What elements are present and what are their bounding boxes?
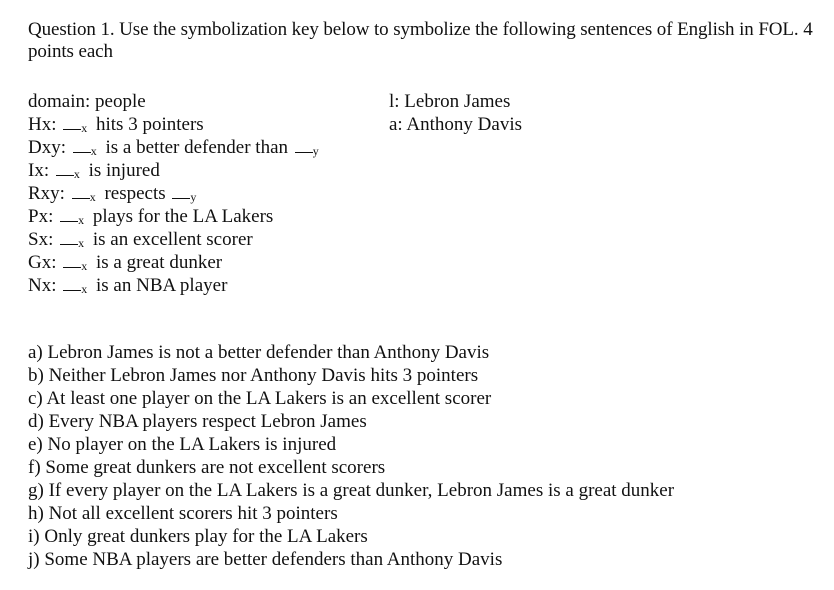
predicate-h [28,113,323,136]
predicate-symbol: Px: [28,206,54,227]
predicate-s [28,228,323,251]
arg-label: x [89,190,96,204]
predicate-d [28,136,323,159]
sentence-a: a) Lebron James is not a better defender than Anthony Davis [28,342,490,363]
symbolization-key [28,90,323,297]
predicate-symbol: Dxy: [28,137,66,158]
arg-label: x [78,213,85,227]
blank-slot [56,161,74,176]
predicate-symbol: Ix: [28,160,50,181]
blank-slot [60,207,78,222]
predicate-text: respects [104,183,166,204]
predicate-i [28,159,323,182]
predicate-text: hits 3 pointers [96,114,204,135]
arg-label: x [90,144,97,158]
blank-slot [63,115,81,130]
sentence-c: c) At least one player on the LA Lakers is an excellent scorer [28,388,492,409]
arg-label: x [81,259,88,273]
predicate-symbol: Rxy: [28,183,65,204]
arg-label: y [312,144,319,158]
sentence-h: h) Not all excellent scorers hit 3 pointers [28,503,338,524]
predicate-p [28,205,323,228]
blank-slot [73,138,91,153]
predicate-g [28,251,323,274]
sentence-list [28,341,674,571]
predicate-text: is an excellent scorer [92,229,253,250]
predicate-text: is a better defender than [105,137,289,158]
constant-anthony: a: Anthony Davis [389,114,522,135]
predicate-symbol: Hx: [28,114,57,135]
predicate-r [28,182,323,205]
arg-label: x [73,167,80,181]
blank-slot [60,230,78,245]
domain-line: domain: people [28,91,146,112]
sentence-j: j) Some NBA players are better defenders than Anthony Davis [28,549,503,570]
arg-label: x [81,282,88,296]
predicate-text: plays for the LA Lakers [92,206,274,227]
arg-label: x [78,236,85,250]
predicate-n [28,274,323,297]
predicate-symbol: Nx: [28,275,57,296]
predicate-text: is an NBA player [96,275,228,296]
constants-list [389,90,522,136]
constant-lebron: l: Lebron James [389,91,511,112]
sentence-i: i) Only great dunkers play for the LA Lakers [28,526,368,547]
sentence-g: g) If every player on the LA Lakers is a great dunker, Lebron James is a great dunker [28,480,675,501]
question-title: Question 1. Use the symbolization key below to symbolize the following sentences of English in FOL. 4 points each [28,19,813,62]
predicate-symbol: Gx: [28,252,57,273]
sentence-f: f) Some great dunkers are not excellent scorers [28,457,386,478]
predicate-text: is injured [88,160,160,181]
sentence-b: b) Neither Lebron James nor Anthony Davis hits 3 pointers [28,365,479,386]
arg-label: y [190,190,197,204]
predicate-symbol: Sx: [28,229,54,250]
blank-slot [72,184,90,199]
blank-slot [63,276,81,291]
predicate-text: is a great dunker [96,252,223,273]
blank-slot [295,138,313,153]
sentence-d: d) Every NBA players respect Lebron James [28,411,367,432]
sentence-e: e) No player on the LA Lakers is injured [28,434,337,455]
blank-slot [63,253,81,268]
blank-slot [172,184,190,199]
arg-label: x [81,121,88,135]
